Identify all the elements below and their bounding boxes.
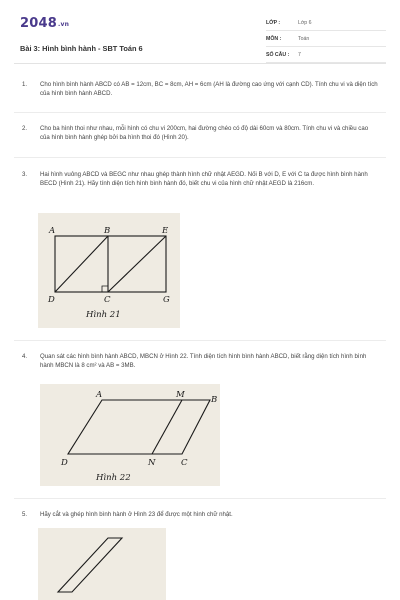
divider	[14, 498, 386, 499]
question-text: Hãy cắt và ghép hình bình hành ở Hình 23 để được một hình chữ nhật.	[40, 511, 233, 518]
label-e: E	[162, 226, 169, 236]
segment-bd	[55, 236, 108, 292]
divider	[14, 112, 386, 113]
rectangle-aegd	[55, 236, 166, 292]
label-b: B	[211, 395, 218, 405]
meta-value: Lớp 6	[298, 20, 312, 26]
right-angle-mark	[102, 286, 108, 292]
meta-value: 7	[298, 52, 301, 58]
question-number: 1.	[22, 81, 28, 88]
meta-row-count	[266, 50, 386, 63]
meta-info	[266, 18, 386, 66]
figure-22-drawing	[40, 384, 220, 486]
label-a: A	[96, 390, 103, 400]
figure-21	[38, 213, 180, 328]
site-logo[interactable]	[20, 16, 69, 31]
meta-row-subject	[266, 34, 386, 47]
figure-21-caption: Hình 21	[86, 310, 121, 320]
segment-ec	[108, 236, 166, 292]
divider	[14, 157, 386, 158]
question-number: 2.	[22, 125, 28, 132]
label-d: D	[61, 458, 68, 468]
meta-label: SỐ CÂU :	[266, 52, 290, 58]
document-header	[14, 12, 386, 64]
parallelogram-abcd	[68, 400, 210, 454]
question-number: 5.	[22, 511, 28, 518]
segment-mn	[152, 400, 182, 454]
label-c: C	[104, 295, 111, 305]
label-b: B	[104, 226, 111, 236]
meta-row-class	[266, 18, 386, 31]
meta-label: MÔN :	[266, 36, 282, 42]
figure-22-caption: Hình 22	[96, 473, 131, 483]
question-number: 4.	[22, 353, 28, 360]
logo-text: 2048	[20, 16, 57, 31]
figure-23	[38, 528, 166, 600]
label-a: A	[49, 226, 56, 236]
meta-label: LỚP :	[266, 20, 281, 26]
figure-23-drawing	[38, 528, 166, 600]
question-text: Hai hình vuông ABCD và BEGC như nhau ghép thành hình chữ nhật AEGD. Nối B với D, E với C ta được hình bình hành BECD (Hình 21). Hãy tính diện tích hình bình hành đó, biết chu vi của hình chữ nhật AEGD là 216cm.	[40, 171, 368, 188]
question-text: Cho ba hình thoi như nhau, mỗi hình có chu vi 200cm, hai đường chéo có độ dài 60cm và 80cm. Tính chu vi và chiều cao của hình bình hành ghép bởi ba hình thoi đó (Hình 20).	[40, 125, 369, 142]
question-text: Quan sát các hình bình hành ABCD, MBCN ở Hình 22. Tính diện tích hình bình hành ABCD, biết rằng diện tích hình bình hành MBCN là 8 cm² và AB = 3MB.	[40, 353, 367, 370]
logo-tld: .vn	[57, 21, 70, 28]
meta-value: Toán	[298, 36, 310, 42]
label-g: G	[163, 295, 170, 305]
label-d: D	[48, 295, 55, 305]
figure-21-drawing	[38, 213, 180, 328]
figure-22	[40, 384, 220, 486]
label-n: N	[148, 458, 156, 468]
question-text: Cho hình bình hành ABCD có AB = 12cm, BC = 8cm, AH = 6cm (AH là đường cao ứng với cạnh CD). Tính chu vi và diện tích của hình bình hành ABCD.	[40, 81, 378, 98]
divider	[14, 340, 386, 341]
question-number: 3.	[22, 171, 28, 178]
document-title: Bài 3: Hình bình hành - SBT Toán 6	[20, 44, 143, 53]
parallelogram-figure-23	[58, 538, 122, 592]
label-m: M	[176, 390, 185, 400]
label-c: C	[181, 458, 188, 468]
